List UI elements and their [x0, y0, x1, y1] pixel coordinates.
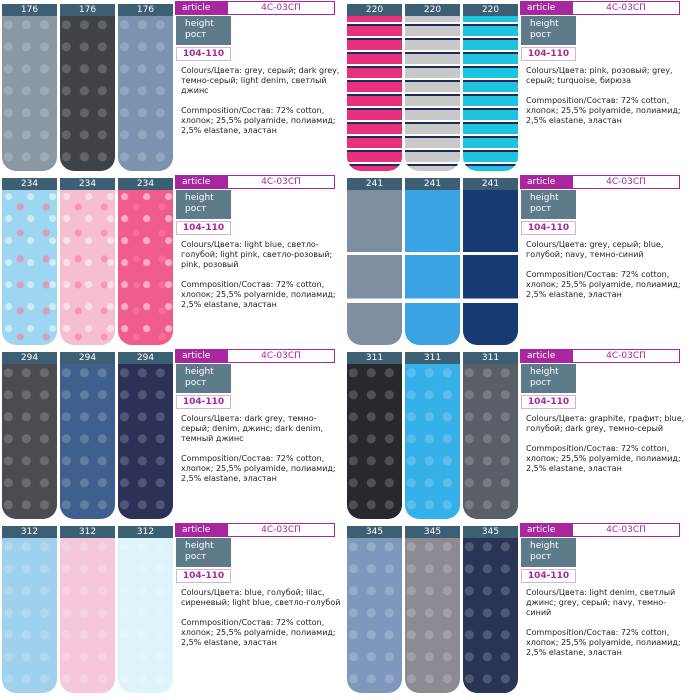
- article-header: [520, 175, 680, 189]
- swatch-pattern: [463, 538, 518, 693]
- size-value: 104-110: [521, 395, 576, 409]
- swatch-pattern: [463, 364, 518, 519]
- swatch-number: 294: [60, 352, 115, 364]
- swatch-number: 312: [60, 526, 115, 538]
- rost-label: рост: [185, 204, 207, 214]
- article-header: [175, 349, 335, 363]
- article-header: [520, 523, 680, 537]
- swatch-pattern: [60, 190, 115, 345]
- product-card: [345, 0, 689, 174]
- height-box: [176, 538, 231, 567]
- height-box: [176, 364, 231, 393]
- swatch-number: 176: [118, 4, 173, 16]
- product-card: [345, 522, 689, 696]
- swatch-number: 220: [347, 4, 402, 16]
- swatch-pattern: [118, 538, 173, 693]
- swatch-number: 311: [347, 352, 402, 364]
- article-label: article: [175, 175, 228, 189]
- rost-label: рост: [185, 378, 207, 388]
- swatch-pattern: [2, 364, 57, 519]
- composition-text: Commposition/Состав: 72% cotton, хлопок; 25,5% polyamide, полиамид; 2,5% elastane, эластан: [526, 96, 681, 125]
- swatch-pattern: [463, 190, 518, 345]
- rost-label: рост: [185, 30, 207, 40]
- colours-text: Colours/Цвета: light blue, светло-голубой; light pink, светло-розовый; pink, розовый: [181, 240, 333, 269]
- product-card: [345, 348, 689, 522]
- article-label: article: [175, 349, 228, 363]
- swatch-pattern: [2, 190, 57, 345]
- product-swatch-image: [405, 352, 460, 519]
- height-label: height: [185, 541, 214, 551]
- product-card: [0, 174, 344, 348]
- product-swatch-image: [347, 352, 402, 519]
- swatch-pattern: [347, 190, 402, 345]
- swatch-number: 176: [2, 4, 57, 16]
- height-box: [176, 190, 231, 219]
- height-box: [521, 364, 576, 393]
- article-code: 4C-03СП: [228, 349, 335, 363]
- product-swatch-image: [347, 526, 402, 693]
- swatch-number: 220: [463, 4, 518, 16]
- swatch-number: 345: [405, 526, 460, 538]
- composition-text: Commposition/Состав: 72% cotton, хлопок; 25,5% polyamide, полиамид; 2,5% elastane, эластан: [181, 618, 336, 647]
- height-box: [176, 16, 231, 45]
- swatch-pattern: [347, 364, 402, 519]
- article-header: [520, 1, 680, 15]
- composition-text: Commposition/Состав: 72% cotton, хлопок; 25,5% polyamide, полиамид; 2,5% elastane, эластан: [181, 454, 336, 483]
- swatch-number: 234: [2, 178, 57, 190]
- colours-text: Colours/Цвета: blue, голубой; lilac, сиреневый; light blue, светло-голубой: [181, 588, 341, 607]
- swatch-pattern: [405, 364, 460, 519]
- product-swatch-image: [2, 352, 57, 519]
- product-swatch-image: [405, 4, 460, 171]
- swatch-number: 311: [405, 352, 460, 364]
- article-header: [175, 1, 335, 15]
- product-swatch-image: [405, 526, 460, 693]
- rost-label: рост: [530, 552, 552, 562]
- size-value: 104-110: [521, 47, 576, 61]
- product-info: [181, 588, 341, 658]
- composition-text: Commposition/Состав: 72% cotton, хлопок; 25,5% polyamide, полиамид; 2,5% elastane, эластан: [526, 444, 681, 473]
- product-swatch-image: [347, 4, 402, 171]
- swatch-pattern: [347, 538, 402, 693]
- swatch-number: 312: [118, 526, 173, 538]
- colours-text: Colours/Цвета: dark grey, темно-серый; denim, джинс; dark denim, темный джинс: [181, 414, 324, 443]
- swatch-number: 311: [463, 352, 518, 364]
- height-label: height: [530, 367, 559, 377]
- swatch-pattern: [405, 16, 460, 171]
- height-label: height: [530, 541, 559, 551]
- swatch-number: 241: [405, 178, 460, 190]
- product-card: [0, 348, 344, 522]
- article-label: article: [520, 349, 573, 363]
- swatch-pattern: [60, 538, 115, 693]
- size-value: 104-110: [176, 395, 231, 409]
- product-swatch-image: [2, 178, 57, 345]
- swatch-number: 345: [347, 526, 402, 538]
- product-info: [181, 414, 341, 494]
- product-swatch-image: [60, 178, 115, 345]
- size-value: 104-110: [176, 569, 231, 583]
- article-code: 4C-03СП: [228, 523, 335, 537]
- product-swatch-image: [118, 526, 173, 693]
- swatch-pattern: [60, 364, 115, 519]
- colours-text: Colours/Цвета: grey, серый; dark grey, темно-серый; light denim, светлый джинс: [181, 66, 340, 95]
- article-code: 4C-03СП: [573, 523, 680, 537]
- product-swatch-image: [2, 4, 57, 171]
- height-box: [521, 190, 576, 219]
- height-label: height: [530, 19, 559, 29]
- rost-label: рост: [530, 378, 552, 388]
- article-code: 4C-03СП: [573, 175, 680, 189]
- product-info: [526, 66, 686, 136]
- product-card: [0, 522, 344, 696]
- swatch-pattern: [405, 538, 460, 693]
- product-swatch-image: [463, 178, 518, 345]
- product-swatch-image: [60, 352, 115, 519]
- height-box: [521, 16, 576, 45]
- product-swatch-image: [405, 178, 460, 345]
- article-label: article: [520, 175, 573, 189]
- swatch-number: 234: [60, 178, 115, 190]
- swatch-number: 241: [347, 178, 402, 190]
- product-info: [526, 240, 686, 310]
- product-swatch-image: [463, 352, 518, 519]
- composition-text: Commposition/Состав: 72% cotton, хлопок; 25,5% polyamide, полиамид; 2,5% elastane, эластан: [181, 106, 336, 135]
- colours-text: Colours/Цвета: graphite, графит; blue, голубой; dark grey, темно-серый: [526, 414, 685, 433]
- article-code: 4C-03СП: [228, 1, 335, 15]
- composition-text: Commposition/Состав: 72% cotton, хлопок; 25,5% polyamide, полиамид; 2,5% elastane, эластан: [526, 270, 681, 299]
- article-label: article: [520, 1, 573, 15]
- article-code: 4C-03СП: [573, 349, 680, 363]
- article-label: article: [175, 523, 228, 537]
- product-swatch-image: [118, 4, 173, 171]
- swatch-pattern: [405, 190, 460, 345]
- size-value: 104-110: [176, 221, 231, 235]
- article-code: 4C-03СП: [573, 1, 680, 15]
- swatch-number: 234: [118, 178, 173, 190]
- product-swatch-image: [2, 526, 57, 693]
- swatch-number: 176: [60, 4, 115, 16]
- colours-text: Colours/Цвета: light denim, светлый джинс; grey, серый; navy, темно-синий: [526, 588, 676, 617]
- size-value: 104-110: [521, 569, 576, 583]
- swatch-number: 294: [118, 352, 173, 364]
- swatch-pattern: [2, 16, 57, 171]
- product-info: [526, 588, 686, 668]
- swatch-number: 294: [2, 352, 57, 364]
- swatch-number: 220: [405, 4, 460, 16]
- article-label: article: [175, 1, 228, 15]
- swatch-number: 312: [2, 526, 57, 538]
- height-label: height: [185, 367, 214, 377]
- product-swatch-image: [347, 178, 402, 345]
- product-swatch-image: [118, 178, 173, 345]
- product-swatch-image: [60, 4, 115, 171]
- rost-label: рост: [185, 552, 207, 562]
- height-box: [521, 538, 576, 567]
- product-swatch-image: [463, 4, 518, 171]
- article-label: article: [520, 523, 573, 537]
- swatch-pattern: [347, 16, 402, 171]
- height-label: height: [185, 193, 214, 203]
- swatch-pattern: [2, 538, 57, 693]
- article-header: [520, 349, 680, 363]
- article-header: [175, 175, 335, 189]
- rost-label: рост: [530, 204, 552, 214]
- composition-text: Commposition/Состав: 72% cotton, хлопок; 25,5% polyamide, полиамид; 2,5% elastane, эластан: [181, 280, 336, 309]
- article-header: [175, 523, 335, 537]
- size-value: 104-110: [176, 47, 231, 61]
- product-info: [181, 66, 341, 146]
- colours-text: Colours/Цвета: pink, розовый; grey, серый; turquoise, бирюза: [526, 66, 673, 85]
- height-label: height: [185, 19, 214, 29]
- composition-text: Commposition/Состав: 72% cotton, хлопок; 25,5% polyamide, полиамид; 2,5% elastane, эластан: [526, 628, 681, 657]
- swatch-pattern: [118, 364, 173, 519]
- colours-text: Colours/Цвета: grey, серый; blue, голубой; navy, темно-синий: [526, 240, 664, 259]
- swatch-pattern: [463, 16, 518, 171]
- size-value: 104-110: [521, 221, 576, 235]
- product-swatch-image: [118, 352, 173, 519]
- product-swatch-image: [463, 526, 518, 693]
- swatch-pattern: [60, 16, 115, 171]
- product-info: [526, 414, 686, 484]
- height-label: height: [530, 193, 559, 203]
- product-info: [181, 240, 341, 320]
- product-swatch-image: [60, 526, 115, 693]
- swatch-pattern: [118, 16, 173, 171]
- product-card: [0, 0, 344, 174]
- swatch-pattern: [118, 190, 173, 345]
- rost-label: рост: [530, 30, 552, 40]
- article-code: 4C-03СП: [228, 175, 335, 189]
- swatch-number: 241: [463, 178, 518, 190]
- swatch-number: 345: [463, 526, 518, 538]
- product-card: [345, 174, 689, 348]
